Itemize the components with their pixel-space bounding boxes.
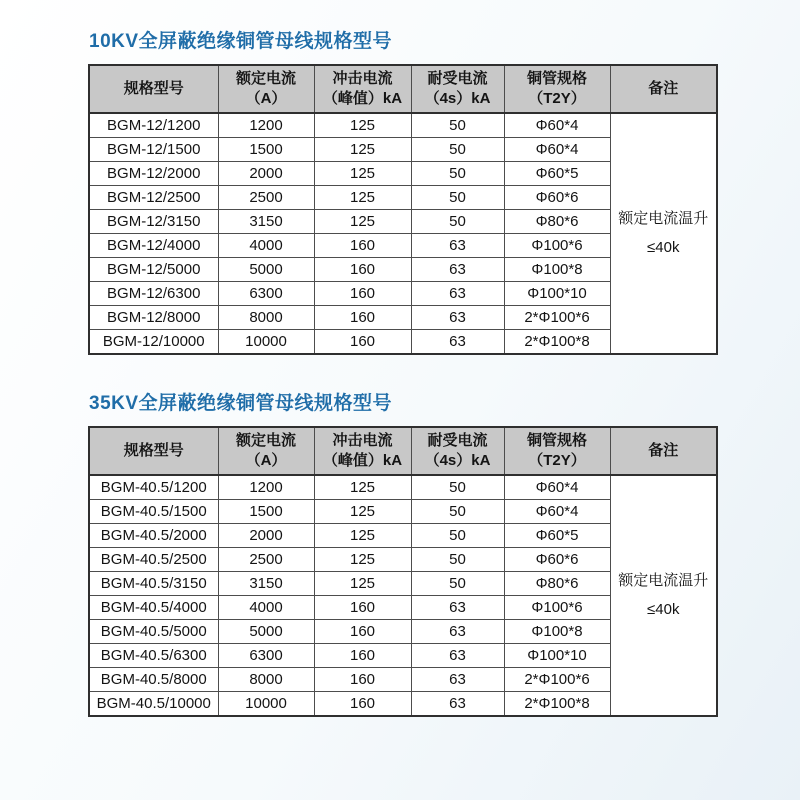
- value-cell: Φ100*8: [504, 258, 610, 282]
- model-cell: BGM-12/2500: [89, 186, 218, 210]
- value-cell: Φ80*6: [504, 210, 610, 234]
- value-cell: 3150: [218, 572, 314, 596]
- value-cell: 160: [314, 596, 411, 620]
- value-cell: 63: [411, 306, 504, 330]
- column-header: 额定电流 （A）: [218, 65, 314, 113]
- value-cell: 2*Φ100*6: [504, 668, 610, 692]
- value-cell: 63: [411, 596, 504, 620]
- model-cell: BGM-40.5/3150: [89, 572, 218, 596]
- model-cell: BGM-40.5/2500: [89, 548, 218, 572]
- value-cell: Φ100*6: [504, 234, 610, 258]
- column-header: 耐受电流 （4s）kA: [411, 427, 504, 475]
- spec-table-10kv: [88, 64, 718, 355]
- model-cell: BGM-40.5/6300: [89, 644, 218, 668]
- value-cell: Φ60*6: [504, 186, 610, 210]
- value-cell: 2*Φ100*8: [504, 330, 610, 355]
- table-title-10kv: 10KV全屏蔽绝缘铜管母线规格型号: [89, 31, 393, 52]
- value-cell: 50: [411, 475, 504, 500]
- value-cell: 10000: [218, 330, 314, 355]
- value-cell: 50: [411, 113, 504, 138]
- model-cell: BGM-40.5/5000: [89, 620, 218, 644]
- value-cell: 4000: [218, 596, 314, 620]
- value-cell: 6300: [218, 282, 314, 306]
- value-cell: 6300: [218, 644, 314, 668]
- header-row: [89, 65, 717, 113]
- value-cell: 160: [314, 620, 411, 644]
- value-cell: Φ60*4: [504, 500, 610, 524]
- model-cell: BGM-40.5/4000: [89, 596, 218, 620]
- value-cell: 125: [314, 572, 411, 596]
- column-header: 铜管规格 （T2Y）: [504, 65, 610, 113]
- model-cell: BGM-12/1200: [89, 113, 218, 138]
- value-cell: 1200: [218, 475, 314, 500]
- value-cell: 63: [411, 620, 504, 644]
- value-cell: 160: [314, 258, 411, 282]
- value-cell: 50: [411, 162, 504, 186]
- value-cell: 125: [314, 475, 411, 500]
- table-section-10kv: [88, 26, 800, 355]
- value-cell: 1500: [218, 500, 314, 524]
- value-cell: 5000: [218, 258, 314, 282]
- value-cell: 2000: [218, 162, 314, 186]
- column-header: 冲击电流 （峰值）kA: [314, 65, 411, 113]
- value-cell: 50: [411, 572, 504, 596]
- value-cell: 63: [411, 234, 504, 258]
- value-cell: Φ60*4: [504, 113, 610, 138]
- value-cell: 63: [411, 330, 504, 355]
- value-cell: 8000: [218, 306, 314, 330]
- table-title-35kv: 35KV全屏蔽绝缘铜管母线规格型号: [89, 393, 393, 414]
- value-cell: 160: [314, 644, 411, 668]
- model-cell: BGM-12/2000: [89, 162, 218, 186]
- model-cell: BGM-40.5/2000: [89, 524, 218, 548]
- value-cell: Φ100*10: [504, 282, 610, 306]
- value-cell: 1500: [218, 138, 314, 162]
- value-cell: 125: [314, 186, 411, 210]
- value-cell: 125: [314, 548, 411, 572]
- value-cell: 160: [314, 282, 411, 306]
- table-row: [89, 113, 717, 138]
- value-cell: 2000: [218, 524, 314, 548]
- value-cell: 125: [314, 500, 411, 524]
- table-section-35kv: [88, 388, 800, 717]
- value-cell: 160: [314, 234, 411, 258]
- value-cell: 125: [314, 210, 411, 234]
- value-cell: 2500: [218, 186, 314, 210]
- remark-cell: 额定电流温升 ≤40k: [610, 475, 717, 716]
- value-cell: 10000: [218, 692, 314, 717]
- spec-table-35kv: [88, 426, 718, 717]
- model-cell: BGM-12/1500: [89, 138, 218, 162]
- value-cell: 3150: [218, 210, 314, 234]
- value-cell: 50: [411, 138, 504, 162]
- value-cell: 50: [411, 524, 504, 548]
- value-cell: 63: [411, 644, 504, 668]
- value-cell: 63: [411, 258, 504, 282]
- value-cell: 2*Φ100*6: [504, 306, 610, 330]
- value-cell: 50: [411, 186, 504, 210]
- value-cell: 50: [411, 210, 504, 234]
- value-cell: 63: [411, 282, 504, 306]
- value-cell: 160: [314, 306, 411, 330]
- model-cell: BGM-40.5/8000: [89, 668, 218, 692]
- value-cell: 160: [314, 330, 411, 355]
- header-row: [89, 427, 717, 475]
- column-header: 冲击电流 （峰值）kA: [314, 427, 411, 475]
- model-cell: BGM-40.5/10000: [89, 692, 218, 717]
- value-cell: 125: [314, 113, 411, 138]
- model-cell: BGM-12/10000: [89, 330, 218, 355]
- value-cell: 125: [314, 162, 411, 186]
- value-cell: 125: [314, 524, 411, 548]
- value-cell: Φ60*5: [504, 524, 610, 548]
- column-header: 铜管规格 （T2Y）: [504, 427, 610, 475]
- value-cell: 160: [314, 668, 411, 692]
- value-cell: Φ60*4: [504, 138, 610, 162]
- value-cell: 2*Φ100*8: [504, 692, 610, 717]
- column-header: 规格型号: [89, 427, 218, 475]
- column-header: 备注: [610, 427, 717, 475]
- value-cell: 63: [411, 692, 504, 717]
- model-cell: BGM-40.5/1200: [89, 475, 218, 500]
- model-cell: BGM-12/5000: [89, 258, 218, 282]
- value-cell: Φ80*6: [504, 572, 610, 596]
- model-cell: BGM-40.5/1500: [89, 500, 218, 524]
- value-cell: 50: [411, 500, 504, 524]
- model-cell: BGM-12/6300: [89, 282, 218, 306]
- value-cell: 1200: [218, 113, 314, 138]
- column-header: 耐受电流 （4s）kA: [411, 65, 504, 113]
- model-cell: BGM-12/3150: [89, 210, 218, 234]
- model-cell: BGM-12/8000: [89, 306, 218, 330]
- value-cell: 125: [314, 138, 411, 162]
- value-cell: Φ60*5: [504, 162, 610, 186]
- value-cell: 160: [314, 692, 411, 717]
- value-cell: Φ60*6: [504, 548, 610, 572]
- table-row: [89, 475, 717, 500]
- value-cell: 8000: [218, 668, 314, 692]
- value-cell: Φ100*8: [504, 620, 610, 644]
- column-header: 额定电流 （A）: [218, 427, 314, 475]
- column-header: 规格型号: [89, 65, 218, 113]
- remark-cell: 额定电流温升 ≤40k: [610, 113, 717, 354]
- value-cell: 63: [411, 668, 504, 692]
- value-cell: 2500: [218, 548, 314, 572]
- model-cell: BGM-12/4000: [89, 234, 218, 258]
- column-header: 备注: [610, 65, 717, 113]
- value-cell: Φ60*4: [504, 475, 610, 500]
- value-cell: 50: [411, 548, 504, 572]
- value-cell: 4000: [218, 234, 314, 258]
- value-cell: Φ100*10: [504, 644, 610, 668]
- value-cell: 5000: [218, 620, 314, 644]
- value-cell: Φ100*6: [504, 596, 610, 620]
